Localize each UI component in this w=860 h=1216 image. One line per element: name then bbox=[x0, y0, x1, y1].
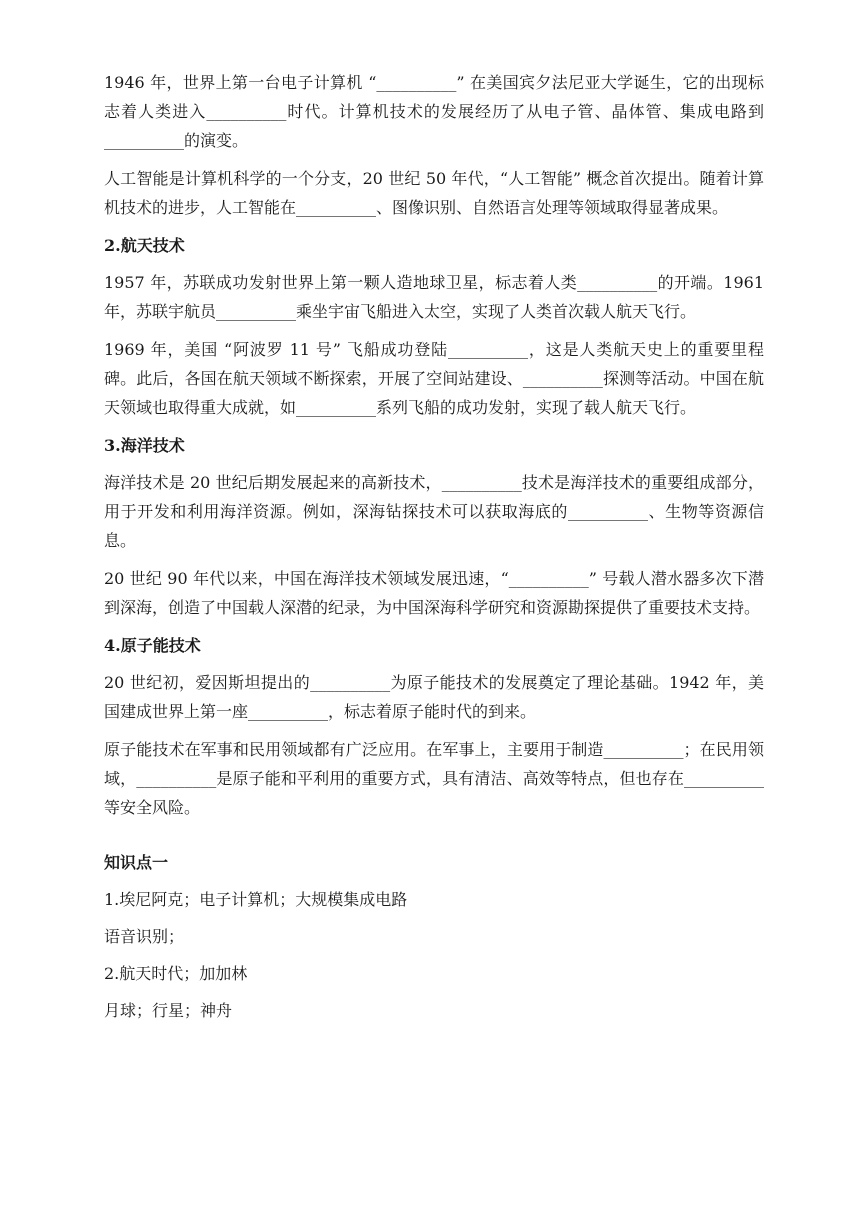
paragraph-computer-history: 1946 年，世界上第一台电子计算机 “__________” 在美国宾夕法尼亚大学诞生，它的出现标志着人类进入__________时代。计算机技术的发展经历了从电子管、晶体管、集成电路到__________的演变。 bbox=[104, 73, 764, 150]
paragraph-nuclear-2: 原子能技术在军事和民用领域都有广泛应用。在军事上，主要用于制造__________；在民用领域，__________是原子能和平利用的重要方式，具有清洁、高效等特点，但也存在__________等安全风险。 bbox=[104, 740, 764, 817]
answer-line: 1.埃尼阿克；电子计算机；大规模集成电路 bbox=[104, 890, 408, 909]
paragraph-space-1: 1957 年，苏联成功发射世界上第一颗人造地球卫星，标志着人类__________的开端。1961 年，苏联宇航员__________乘坐宇宙飞船进入太空，实现了人类首次载人航天飞行。 bbox=[104, 273, 764, 321]
document-page bbox=[104, 68, 764, 1033]
answer-line: 月球；行星；神舟 bbox=[104, 1001, 233, 1020]
answer-line: 2.航天时代；加加林 bbox=[104, 964, 248, 983]
paragraph-ocean-2: 20 世纪 90 年代以来，中国在海洋技术领域发展迅速，“__________” 号载人潜水器多次下潜到深海，创造了中国载人深潜的纪录，为中国深海科学研究和资源勘探提供了重要技术支持。 bbox=[104, 569, 764, 617]
paragraph-ocean-1: 海洋技术是 20 世纪后期发展起来的高新技术，__________技术是海洋技术的重要组成部分，用于开发和利用海洋资源。例如，深海钻探技术可以获取海底的__________、生物等资源信息。 bbox=[104, 473, 764, 550]
paragraph-ai: 人工智能是计算机科学的一个分支，20 世纪 50 年代，“人工智能” 概念首次提出。随着计算机技术的进步，人工智能在__________、图像识别、自然语言处理等领域取得显著成果。 bbox=[104, 169, 764, 217]
paragraph-nuclear-1: 20 世纪初，爱因斯坦提出的__________为原子能技术的发展奠定了理论基础。1942 年，美国建成世界上第一座__________，标志着原子能时代的到来。 bbox=[104, 673, 764, 721]
answer-key-heading: 知识点一 bbox=[104, 853, 169, 872]
section-heading-space: 2.航天技术 bbox=[104, 236, 185, 255]
section-heading-ocean: 3.海洋技术 bbox=[104, 436, 185, 455]
answer-line: 语音识别； bbox=[104, 927, 185, 946]
section-heading-nuclear: 4.原子能技术 bbox=[104, 636, 201, 655]
paragraph-space-2: 1969 年，美国 “阿波罗 11 号” 飞船成功登陆__________，这是人类航天史上的重要里程碑。此后，各国在航天领域不断探索，开展了空间站建设、__________探测等活动。中国在航天领域也取得重大成就，如__________系列飞船的成功发射，实现了载人航天飞行。 bbox=[104, 340, 764, 417]
